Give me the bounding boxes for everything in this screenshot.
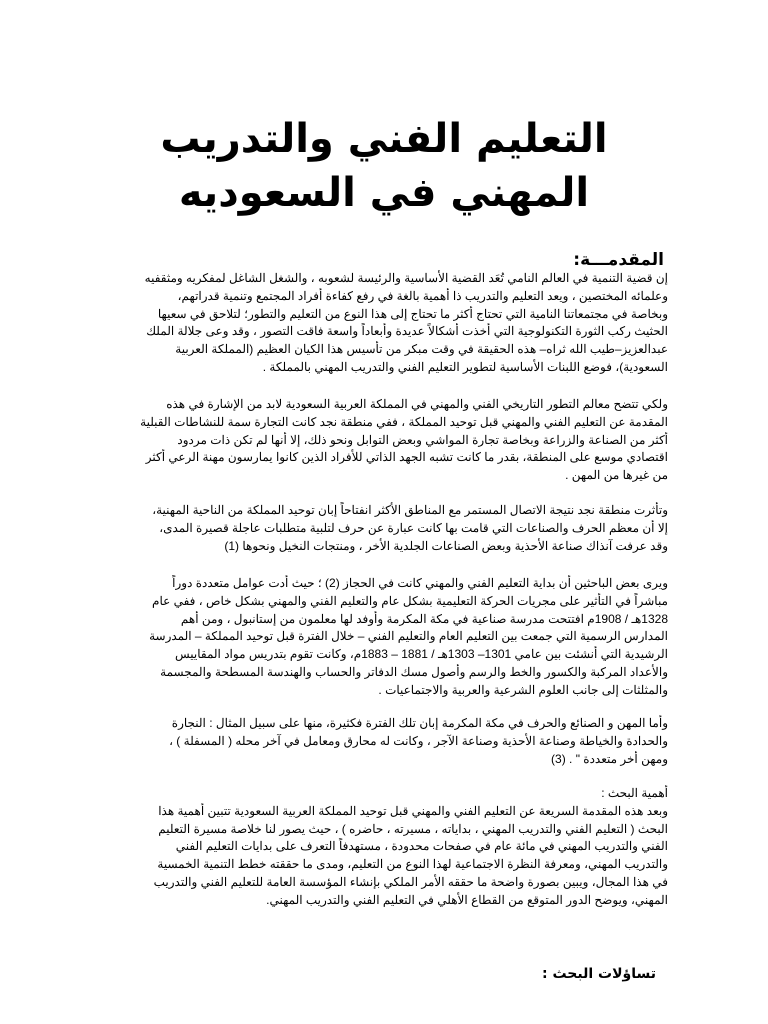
text-line: المدارس الرسمية التي جمعت بين التعليم العام والتعليم الفني – خلال الفترة قبل توحيد المملكة – المدرسة [149,629,668,644]
text-line: المهني، ويوضح الدور المتوقع من القطاع الأهلي في التعليم الفني والتدريب المهني. [266,892,668,907]
text-line: البحث ( التعليم الفني والتدريب المهني ، بداياته ، مسيرته ، حاضره ) ، حيث يصور لنا خلاصة مسيرة التعليم [158,821,668,836]
text-line: عبدالعزيز–طيب الله ثراه– هذه الحقيقة في وقت مبكر من تأسيس هذا الكيان العظيم (المملكة العربية [175,342,668,357]
text-line: الفني والتدريب المهني في مائة عام في صفحات محدودة ، مستهدفاً التعرف على بدايات التعليم الفني [175,839,668,854]
text-line: إلا أن معظم الحرف والصناعات التي قامت بها كانت عبارة عن حرف لتلبية متطلبات عاجلة قصيرة المدى، [159,520,668,535]
text-line: وبخاصة في مجتمعاتنا النامية التي تحتاج أكثر ما تحتاج إلى هذا النوع من التعليم والتطور؛ لتلاحق في سعيها [157,306,668,321]
text-line: وتأثرت منطقة نجد نتيجة الاتصال المستمر مع المناطق الأكثر انفتاحاً إبان توحيد المملكة من الناحية المهنية، [152,503,668,517]
text-line: الحثيث ركب الثورة التكنولوجية التي أخذت أشكالاً عديدة وأبعاداً واسعة فاقت التصور ، وقد وعى جلالة الملك [146,324,668,339]
text-line: السعودية)، فوضع اللبنات الأساسية لتطوير التعليم الفني والتدريب المهني بالمملكة . [262,359,668,374]
title-line: التعليم الفني والتدريب [160,116,608,162]
text-line: مباشراً في التأثير على مجريات الحركة التعليمية بشكل عام والتعليم الفني والمهني بشكل خاص ، ففي عام [152,593,668,608]
text-line: في هذا المجال، ويبين بصورة واضحة ما حققه الأمر الملكي بإنشاء المؤسسة العامة للتعليم الفني والتدريب [153,874,668,889]
text-line: وأما المهن و الصنائع والحرف في مكة المكرمة إبان تلك الفترة فكثيرة، منها على سبيل المثال : النجارة [171,716,668,730]
text-line: والتدريب المهني، ومعرفة النظرة الاجتماعية لهذا النوع من التعليم، ومدى ما حققته خطط التنمية الخمسية [157,857,668,872]
text-line: المقدمة عن التعليم الفني والمهني قبل توحيد المملكة ، ففي منطقة نجد كانت التجارة سمة للنشاطات القبلية [140,414,668,429]
text-line: من غيرها من المهن . [565,468,668,483]
text-line: اقتصادي موسع على المنطقة، بقدر ما كانت تشبه الجهد الذاتي للأفراد الذين كانوا يمارسون مهنة الرعي أكثر [145,450,668,465]
subheading-research-importance: أهمية البحث : [601,786,668,800]
text-line: والأعداد المركبة والكسور والخط والرسم وأصول مسك الدفاتر والحساب والهندسة المسطحة والمجسمة [160,664,668,679]
text-line: ويرى بعض الباحثين أن بداية التعليم الفني والمهني كانت في الحجاز (2) ؛ حيث أدت عوامل متعددة دوراً [172,576,668,590]
text-line: أكثر من الصناعة والزراعة وبخاصة تجارة المواشي وبعض التوابل ونحو ذلك، إلا أنها لم تكن ذات مردود [177,432,668,447]
text-line: ومهن أخر متعددة " . (3) [551,751,668,766]
intro-heading: المقدمـــة: [573,250,664,270]
text-line: الرشيدية التي أنشئت بين عامي 1301– 1303هـ / 1881 – 1883م، وكانت تقوم بتدريس مواد المقاييس [174,647,668,662]
text-line: وقد عرفت آنذاك صناعة الأحذية وبعض الصناعات الجلدية الأخر ، ومنتجات النخيل ونحوها (1) [224,538,668,553]
paragraph-research-importance [88,785,668,910]
paragraph-hijaz [88,575,668,700]
text-line: والمثلثات إلى جانب العلوم الشرعية والعربية والاجتماعيات . [378,682,668,697]
paragraph-makkah-crafts [88,715,668,768]
title-line: المهني في السعوديه [178,170,590,216]
text-line: 1328هـ / 1908م افتتحت مدرسة صناعية في مكة المكرمة وأوفد لها معلمون من إستانبول ، ومن أهم [180,611,668,626]
paragraph-intro [88,270,668,377]
text-line: ولكي تتضح معالم التطور التاريخي الفني والمهني في المملكة العربية السعودية لابد من الإشارة في هذه [166,397,668,411]
text-line: وعلمائه المختصين ، ويعد التعليم والتدريب ذا أهمية بالغة في رفع كفاءة أفراد المجتمع وتنمية قدراتهم، [177,288,668,303]
research-questions-heading: تساؤلات البحث : [542,966,656,982]
text-line: إن قضية التنمية في العالم النامي تُعَد القضية الأساسية والرئيسة لشعوبه ، والشغل الشاغل لمفكريه ومثقفيه [144,271,668,285]
paragraph-najd-crafts [88,502,668,555]
document-title [80,112,688,220]
text-line: وبعد هذه المقدمة السريعة عن التعليم الفني والمهني قبل توحيد المملكة العربية السعودية تتبين أهمية هذا [158,803,668,818]
paragraph-najd-history [88,396,668,485]
text-line: والحدادة والخياطة وصناعة الأحذية وصناعة الآجر ، وكانت له محارق ومعامل في آخر محله ( المسفلة ) ، [169,733,668,748]
